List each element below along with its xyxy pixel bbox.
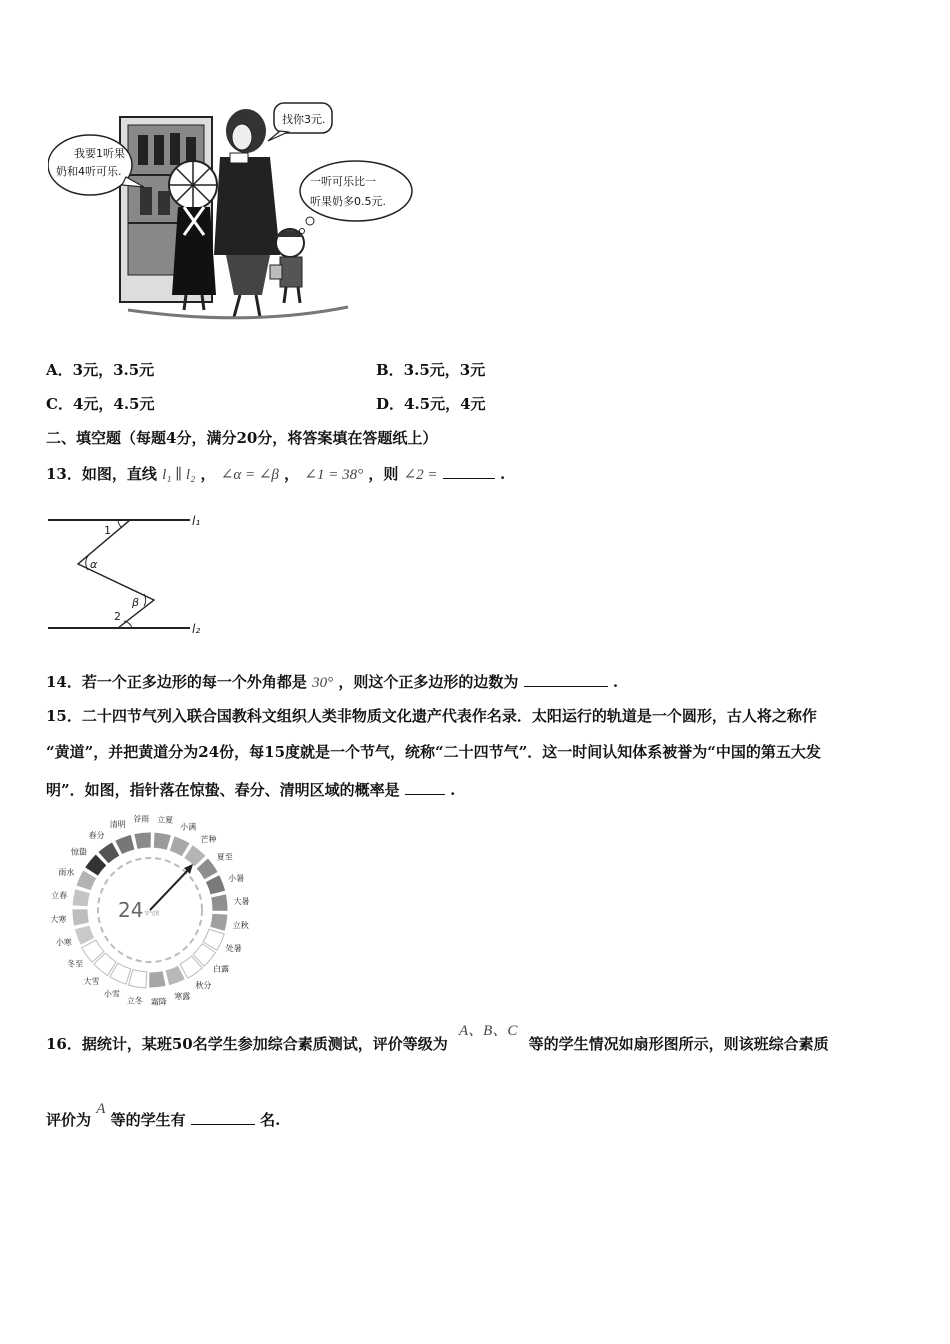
wheel-term-label: 大寒: [50, 914, 67, 924]
question-13: [46, 464, 505, 485]
girl-speech-line-2: 奶和4听可乐.: [56, 165, 122, 178]
q13-suffix: .: [500, 465, 506, 483]
wheel-term-label: 立夏: [157, 815, 174, 825]
clerk-speech: 找你3元.: [282, 113, 326, 126]
option-b: B．3.5元，3元: [376, 361, 486, 379]
label-l2: l₂: [192, 622, 201, 636]
q14-suffix: ，则这个正多边形的边数为: [338, 673, 519, 691]
label-angle-1: 1: [104, 524, 111, 537]
wheel-term-label: 小寒: [55, 938, 72, 948]
wheel-term-label: 霜降: [150, 997, 167, 1007]
wheel-term-label: 谷雨: [133, 814, 150, 824]
wheel-term-label: 冬至: [67, 959, 84, 969]
option-d: D．4.5元，4元: [376, 395, 486, 413]
boy-speech-line-2: 听果奶多0.5元.: [310, 195, 386, 208]
q15-end: .: [450, 781, 456, 799]
option-a: A．3元，3.5元: [46, 361, 155, 379]
question-16-line-2: [46, 1101, 281, 1131]
wheel-term-label: 大雪: [83, 976, 100, 986]
q13-math-angle1: ∠1 = 38°: [304, 467, 364, 483]
q13-prefix: 13．如图，直线: [46, 465, 157, 483]
wheel-term-label: 寒露: [174, 992, 191, 1002]
wheel-term-label: 小暑: [228, 873, 245, 883]
label-alpha: α: [90, 558, 98, 571]
q15-answer-blank[interactable]: [405, 780, 445, 795]
wheel-term-label: 夏至: [216, 852, 233, 862]
wheel-center-number: 24: [118, 898, 144, 922]
q16-math-a: A: [96, 1101, 106, 1117]
q14-answer-blank[interactable]: [524, 672, 608, 687]
wheel-term-label: 立春: [51, 890, 68, 900]
q15-line-3: [46, 780, 455, 800]
label-angle-2: 2: [114, 610, 121, 623]
wheel-term-label: 白露: [212, 964, 229, 974]
wheel-term-label: 芒种: [200, 835, 217, 845]
solar-terms-wheel: [40, 812, 270, 1008]
q13-sep-2: ，: [284, 465, 300, 483]
q13-mid: ，则: [368, 465, 399, 483]
q14-prefix: 14．若一个正多边形的每一个外角都是: [46, 673, 307, 691]
wheel-term-label: 立冬: [126, 996, 143, 1006]
wheel-term-label: 处暑: [225, 944, 242, 954]
q16-end: 名.: [260, 1111, 281, 1129]
girl-speech-line-1: 我要1听果: [74, 147, 125, 160]
q14-end: .: [612, 673, 619, 691]
q13-math-parallel: l₁ ∥ l₂: [162, 467, 196, 483]
q16-answer-blank[interactable]: [191, 1110, 255, 1125]
wheel-term-label: 雨水: [58, 867, 75, 877]
q16-math-grades: A、B、C: [459, 1023, 518, 1039]
section-heading: 二、填空题（每题4分，满分20分，将答案填在答题纸上）: [46, 429, 438, 447]
wheel-segment: [210, 913, 228, 931]
q16-line2-prefix: 评价为: [46, 1111, 92, 1129]
q13-sep-1: ，: [200, 465, 216, 483]
wheel-segment: [153, 832, 171, 850]
boy-speech-line-1: 一听可乐比一: [310, 175, 376, 188]
wheel-segment: [129, 970, 147, 988]
question-14: [46, 672, 618, 693]
q14-math: 30°: [312, 675, 334, 691]
wheel-term-label: 小满: [180, 822, 197, 832]
q13-parallel-lines-figure: [44, 508, 214, 640]
wheel-segment: [72, 909, 89, 927]
q13-answer-blank[interactable]: [443, 464, 495, 479]
q16-prefix: 16．据统计，某班50名学生参加综合素质测试，评价等级为: [46, 1035, 448, 1053]
wheel-term-label: 惊蛰: [71, 847, 88, 857]
q15-line-1: 15．二十四节气列入联合国教科文组织人类非物质文化遗产代表作名录．太阳运行的轨道是一个圆形，古人将之称作: [46, 707, 817, 725]
shopping-cartoon-illustration: [48, 95, 413, 330]
question-16-line-1: [46, 1023, 829, 1055]
wheel-term-label: 秋分: [195, 980, 212, 990]
wheel-term-label: 大暑: [233, 897, 250, 907]
wheel-center-text: 节气图: [144, 911, 160, 917]
q16-line2-suffix: 等的学生有: [110, 1111, 186, 1129]
q13-math-angles: ∠α = ∠β: [220, 467, 279, 483]
wheel-segment: [134, 832, 152, 849]
q15-line-3-text: 明”．如图，指针落在惊蛰、春分、清明区域的概率是: [46, 781, 400, 799]
wheel-segment: [211, 894, 228, 912]
wheel-term-label: 清明: [109, 819, 126, 829]
wheel-segment: [149, 971, 167, 988]
q16-suffix: 等的学生情况如扇形图所示，则该班综合素质: [528, 1035, 829, 1053]
wheel-term-label: 小雪: [103, 989, 120, 999]
q13-math-angle2: ∠2 =: [403, 467, 438, 483]
wheel-term-label: 立秋: [232, 921, 249, 931]
wheel-term-label: 春分: [88, 831, 105, 841]
q15-line-2: “黄道”，并把黄道分为24份，每15度就是一个节气，统称“二十四节气”．这一时间认知体系被誉为“中国的第五大发: [46, 743, 821, 761]
option-c: C．4元，4.5元: [46, 395, 155, 413]
label-l1: l₁: [192, 514, 201, 528]
wheel-segment: [72, 889, 90, 907]
label-beta: β: [132, 596, 140, 609]
